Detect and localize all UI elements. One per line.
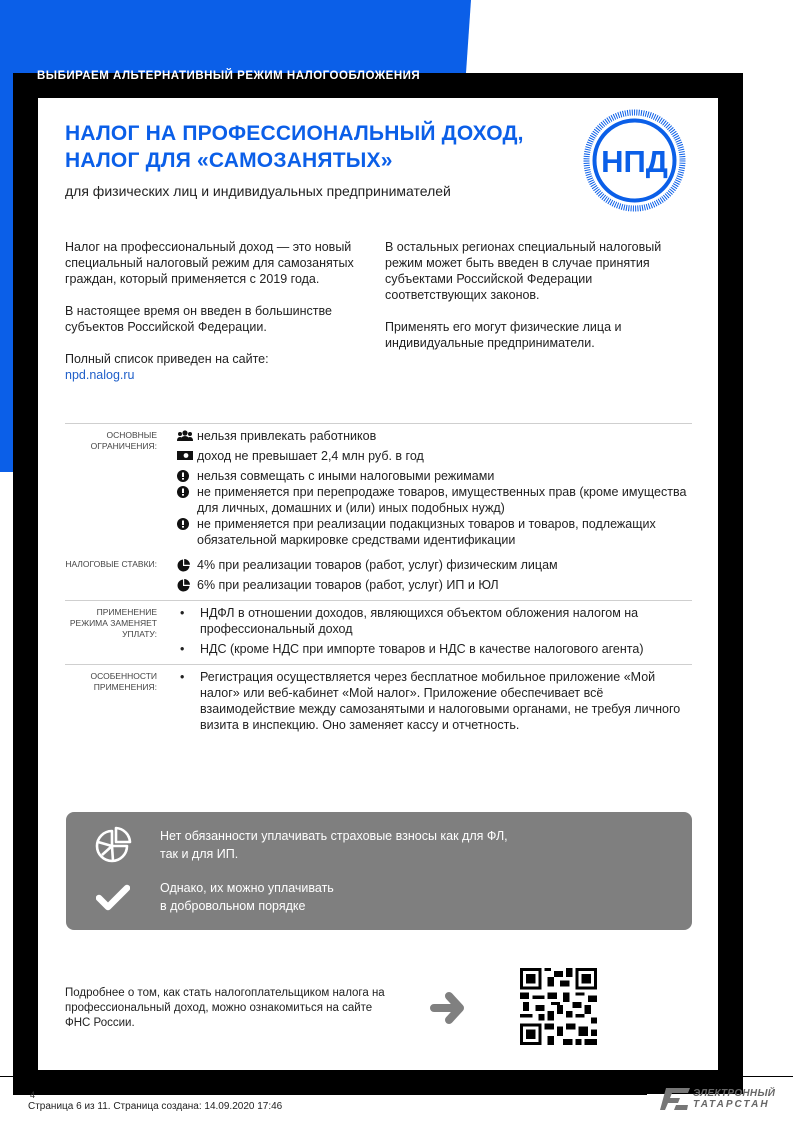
list-item: • Регистрация осуществляется через бесплатное мобильное приложение «Мой налог» или веб-кабинет «Мой налог». Приложение обеспечивает всё взаимодействие между самозанятыми и налоговыми органами, не требуя личного визита в инспекцию. Оно заменяет кассу и отчетность. [177,669,692,733]
title-line-2: НАЛОГ ДЛЯ «САМОЗАНЯТЫХ» [65,149,393,172]
money-icon [177,448,197,461]
table-row-rates [65,555,692,600]
electronic-tatarstan-logo: ЭЛЕКТРОННЫЙ ТАТАРСТАН [660,1088,775,1110]
table-row-restrictions [65,423,692,555]
arrow-right-icon [430,990,466,1026]
list-item: не применяется при реализации подакцизных товаров и товаров, подлежащих обязательной маркировке средствами идентификации [177,516,692,548]
row-label: ОСОБЕННОСТИ ПРИМЕНЕНИЯ: [90,671,157,692]
table-row-replaces [65,600,692,664]
list-item: • НДС (кроме НДС при импорте товаров и НДС в качестве налогового агента) [177,641,692,657]
intro-paragraph: В настоящее время он введен в большинстве субъектов Российской Федерации. [65,304,332,334]
list-item: доход не превышает 2,4 млн руб. в год [177,448,692,464]
list-item: 4% при реализации товаров (работ, услуг) физическим лицам [177,557,692,573]
page-info: Страница 6 из 11. Страница создана: 14.09.2020 17:46 [28,1101,283,1112]
table-row-features [65,664,692,740]
pie-chart-icon [177,557,197,572]
npd-logo-icon [582,108,687,213]
qr-code-icon[interactable] [520,968,597,1045]
tatarstan-logo-icon [660,1088,690,1110]
blue-header-band [0,0,471,73]
blue-side-band [0,60,13,472]
list-item: • НДФЛ в отношении доходов, являющихся объектом обложения налогом на профессиональный доход [177,605,692,637]
footer-redaction-bar [13,1077,647,1095]
users-icon [177,428,197,441]
intro-paragraph: Налог на профессиональный доход — это новый специальный налоговый режим для самозанятых граждан, который применяется с 2019 года. [65,240,354,286]
intro-paragraph: Полный список приведен на сайте: npd.nalog.ru [65,352,269,382]
list-item: нельзя совмещать с иными налоговыми режимами [177,468,692,484]
pie-chart-outline-icon [66,825,160,865]
exclamation-icon [177,484,197,498]
more-info-text: Подробнее о том, как стать налогоплательщиком налога на профессиональный доход, можно ознакомиться на сайте ФНС России. [65,987,385,1029]
row-label: ОСНОВНЫЕ ОГРАНИЧЕНИЯ: [90,430,157,451]
pie-chart-icon [177,577,197,592]
insurance-info-box [66,812,692,930]
bullet-icon: • [180,642,185,656]
document-page [38,98,718,1070]
checkmark-icon [66,883,160,911]
list-item: 6% при реализации товаров (работ, услуг) ИП и ЮЛ [177,577,692,593]
section-title: ВЫБИРАЕМ АЛЬТЕРНАТИВНЫЙ РЕЖИМ НАЛОГООБЛОЖЕНИЯ [37,70,421,82]
intro-left-column [65,239,365,383]
list-item: не применяется при перепродаже товаров, имущественных прав (кроме имущества для личных, домашних и (или) иных подобных нужд) [177,484,692,516]
exclamation-icon [177,516,197,530]
svg-text:НПД: НПД [601,144,668,179]
info-row: Однако, их можно уплачивать в добровольном порядке [66,879,334,915]
page-number: 4 [30,1090,36,1100]
page-title [65,120,565,174]
bullet-icon: • [180,606,185,620]
page-subtitle: для физических лиц и индивидуальных предпринимателей [65,183,451,199]
title-line-1: НАЛОГ НА ПРОФЕССИОНАЛЬНЫЙ ДОХОД, [65,122,524,145]
row-label: НАЛОГОВЫЕ СТАВКИ: [65,559,157,569]
intro-paragraph: В остальных регионах специальный налоговый режим может быть введен в случае принятия субъектами Российской Федерации соответствующих законов. [385,240,662,302]
list-item: нельзя привлекать работников [177,428,692,444]
bullet-icon: • [180,670,185,684]
info-table [65,423,692,740]
row-label: ПРИМЕНЕНИЕ РЕЖИМА ЗАМЕНЯЕТ УПЛАТУ: [69,607,157,639]
intro-right-column [385,239,685,367]
npd-site-link[interactable]: npd.nalog.ru [65,368,135,382]
info-row: Нет обязанности уплачивать страховые взносы как для ФЛ, так и для ИП. [66,825,508,865]
intro-paragraph: Применять его могут физические лица и индивидуальные предприниматели. [385,320,622,350]
exclamation-icon [177,468,197,482]
